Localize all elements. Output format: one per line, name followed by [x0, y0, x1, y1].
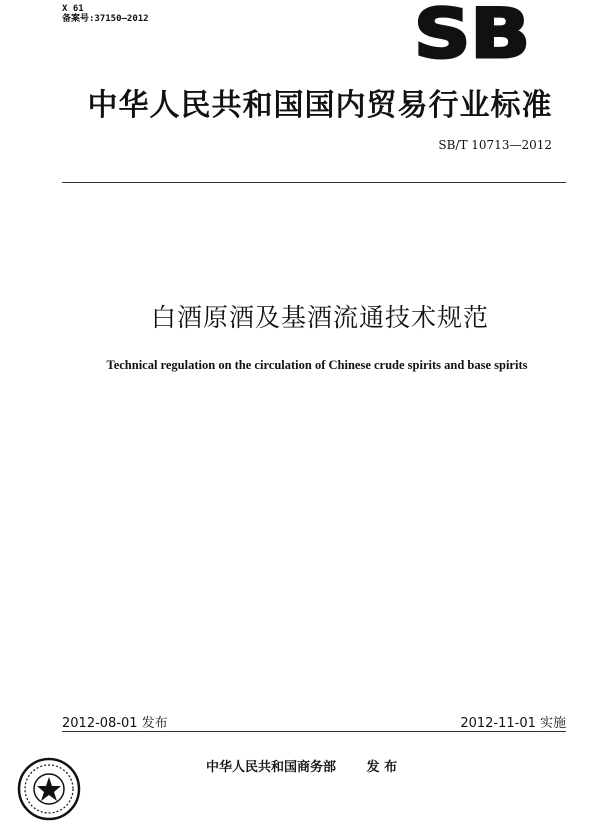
classification-code [62, 4, 149, 24]
filing-number: 备案号:37150—2012 [62, 14, 149, 24]
publisher [206, 756, 397, 775]
header-divider [62, 182, 566, 183]
footer-divider [62, 731, 566, 732]
issue-date: 2012-08-01 发布 [62, 716, 168, 731]
publisher-name: 中华人民共和国商务部 [206, 760, 337, 775]
ministry-seal-icon [16, 756, 82, 822]
standard-number: SB/T 10713—2012 [438, 138, 552, 152]
implementation-date: 2012-11-01 实施 [460, 716, 566, 731]
sb-logo-text: SB [414, 2, 530, 60]
classification-line-1: X 61 [62, 4, 84, 14]
sb-logo [412, 2, 532, 60]
standard-category-title: 中华人民共和国国内贸易行业标准 [87, 88, 553, 123]
publish-label: 发 布 [366, 760, 398, 775]
document-title: 白酒原酒及基酒流通技术规范 [150, 303, 489, 332]
document-english-title: Technical regulation on the circulation of Chinese crude spirits and base spirits [106, 358, 528, 372]
